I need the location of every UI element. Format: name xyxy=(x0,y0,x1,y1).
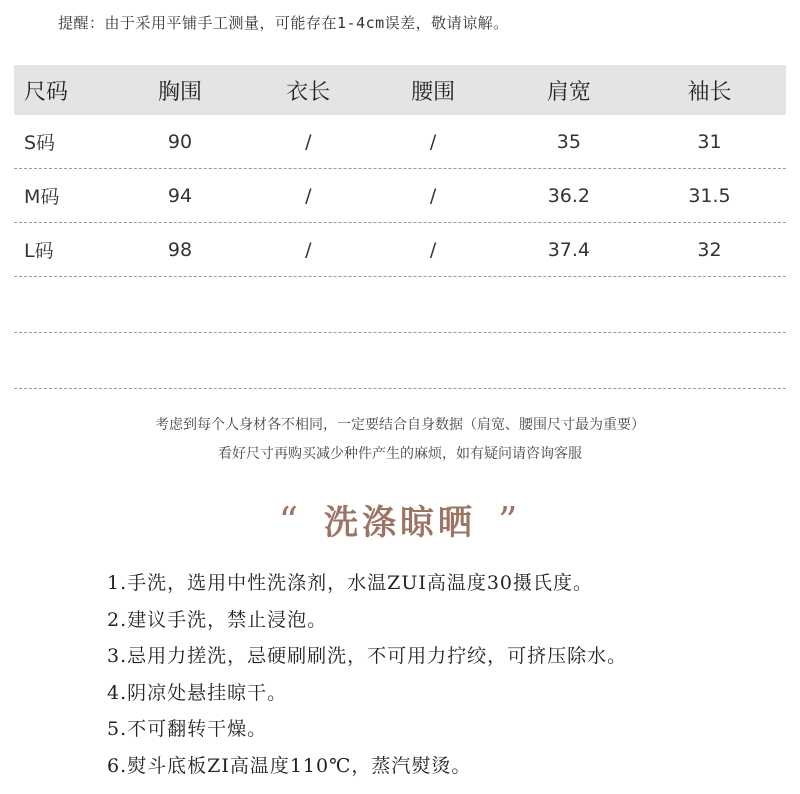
empty-table-row xyxy=(14,333,786,389)
fit-tip-line: 考虑到每个人身材各不相同，一定要结合自身数据（肩宽、腰围尺寸最为重要） xyxy=(155,417,645,433)
table-cell: L码 xyxy=(24,240,54,262)
close-quote: ” xyxy=(498,499,522,543)
header-chest: 胸围 xyxy=(157,79,202,105)
table-cell: 35 xyxy=(556,130,581,153)
table-cell: / xyxy=(429,130,437,153)
table-cell: 37.4 xyxy=(547,238,590,261)
table-cell: 31.5 xyxy=(688,184,731,207)
size-table xyxy=(14,65,786,389)
wash-title-text: 洗涤晾晒 xyxy=(324,503,476,543)
header-length: 衣长 xyxy=(286,79,331,105)
list-item: 2.建议手洗，禁止浸泡。 xyxy=(107,608,328,631)
table-cell: / xyxy=(305,238,312,261)
table-row xyxy=(14,115,786,169)
list-item: 4.阴凉处悬挂晾干。 xyxy=(107,681,288,704)
table-cell: / xyxy=(429,184,437,207)
list-item: 1.手洗，选用中性洗涤剂，水温ZUI高温度30摄氏度。 xyxy=(107,572,594,594)
header-waist: 腰围 xyxy=(411,79,456,105)
table-cell: S码 xyxy=(24,132,56,154)
table-cell: 98 xyxy=(167,238,193,261)
table-cell: 94 xyxy=(167,184,193,207)
wash-section-title xyxy=(0,495,800,544)
fit-tip-line: 看好尺寸再购买减少种件产生的麻烦，如有疑问请咨询客服 xyxy=(218,446,582,462)
list-item: 6.熨斗底板ZI高温度110℃，蒸汽熨烫。 xyxy=(107,754,472,777)
table-cell: 90 xyxy=(167,130,193,153)
measurement-note: 提醒：由于采用平铺手工测量，可能存在1-4cm误差，敬请谅解。 xyxy=(58,14,509,32)
header-size: 尺码 xyxy=(24,79,69,105)
table-cell: M码 xyxy=(24,186,60,208)
table-cell: / xyxy=(305,184,312,207)
header-sleeve: 袖长 xyxy=(687,79,732,105)
table-cell: 32 xyxy=(697,238,722,261)
open-quote: “ xyxy=(278,499,302,543)
table-row xyxy=(14,169,786,223)
header-shoulder: 肩宽 xyxy=(546,79,591,105)
table-cell: 36.2 xyxy=(547,184,590,207)
table-cell: / xyxy=(429,238,437,261)
empty-table-row xyxy=(14,277,786,333)
table-cell: 31 xyxy=(697,130,722,153)
wash-instructions xyxy=(107,568,627,787)
table-row xyxy=(14,223,786,277)
list-item: 5.不可翻转干燥。 xyxy=(107,718,268,740)
table-header xyxy=(14,65,786,115)
table-cell: / xyxy=(305,130,312,153)
list-item: 3.忌用力搓洗，忌硬刷刷洗，不可用力拧绞，可挤压除水。 xyxy=(107,645,628,667)
